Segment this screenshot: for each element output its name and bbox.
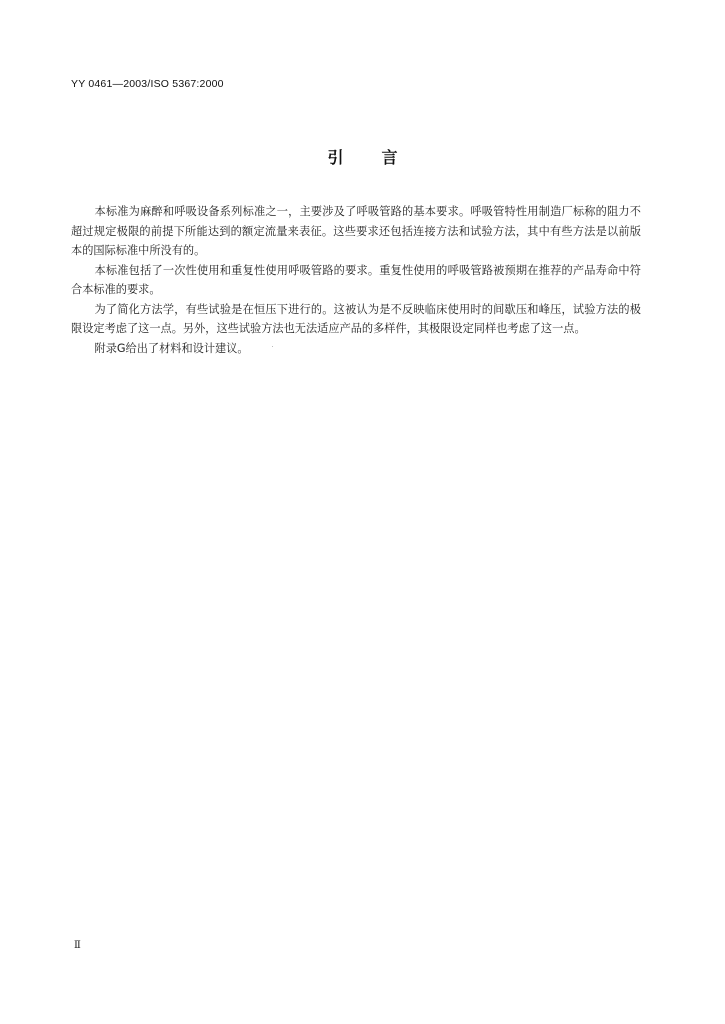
paragraph-1: 本标准为麻醉和呼吸设备系列标准之一，主要涉及了呼吸管路的基本要求。呼吸管特性用制造厂标称的阻力不超过规定极限的前提下所能达到的额定流量来表征。这些要求还包括连接方法和试验方法，其中有些方法是以前版本的国际标准中所没有的。 [71,205,641,257]
page-number: Ⅱ [74,940,81,951]
section-title [0,145,725,168]
paragraph-3: 为了简化方法学，有些试验是在恒压下进行的。这被认为是不反映临床使用时的间歇压和峰压，试验方法的极限设定考虑了这一点。另外，这些试验方法也无法适应产品的多样件，其极限设定同样也考虑了这一点。 [71,302,641,335]
title-char-1: 引 [327,148,344,167]
paragraph-4: 附录G给出了材料和设计建议。 [94,341,249,355]
introduction-body [71,202,641,358]
paragraph-2: 本标准包括了一次性使用和重复性使用呼吸管路的要求。重复性使用的呼吸管路被预期在推荐的产品寿命中符合本标准的要求。 [71,263,641,296]
scan-speck [272,346,273,347]
title-char-2: 言 [381,148,398,167]
standard-number-header: YY 0461—2003/ISO 5367:2000 [71,78,224,90]
